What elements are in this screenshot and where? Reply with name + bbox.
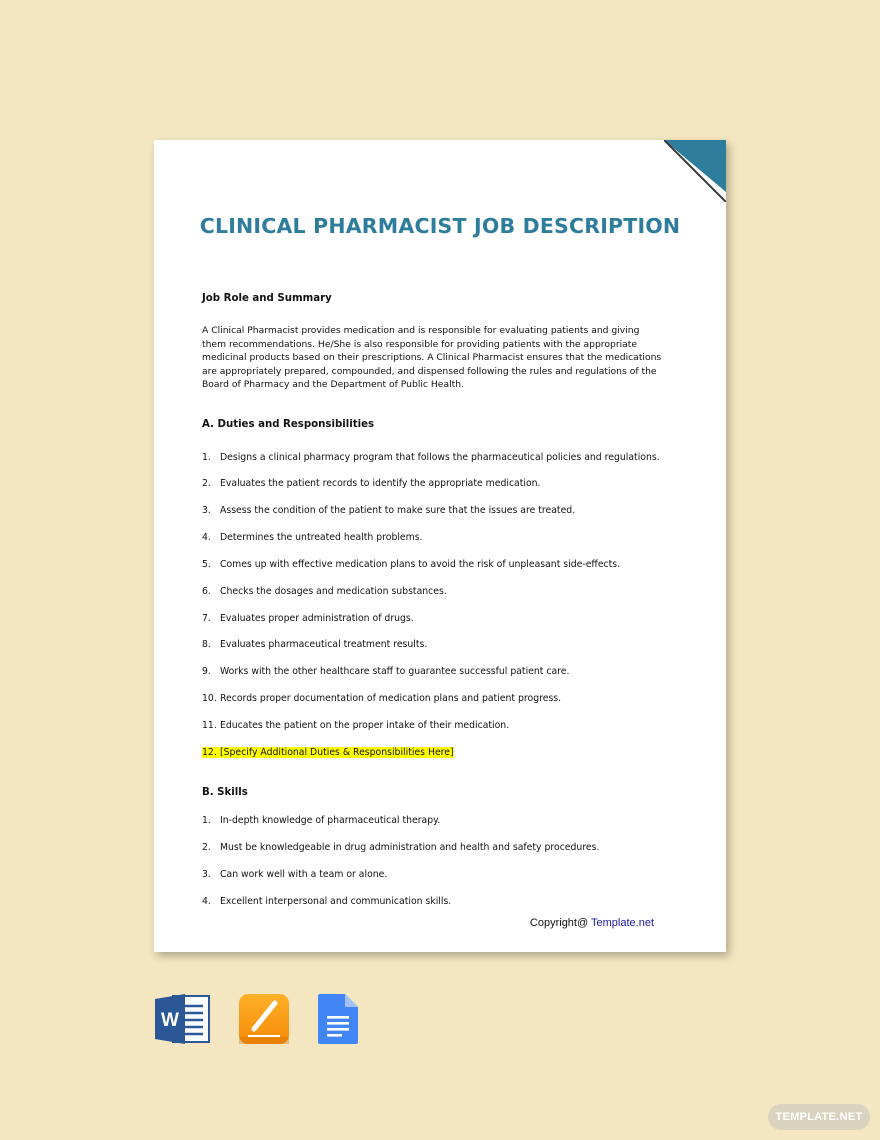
duty-text: Assess the condition of the patient to make sure that the issues are treated. [220,505,576,516]
skills-heading: B. Skills [202,787,248,798]
duties-heading: A. Duties and Responsibilities [202,419,375,430]
duty-text: Determines the untreated health problems. [220,532,423,543]
skill-number: 2. [202,842,211,853]
pages-icon[interactable] [238,993,290,1045]
duty-number: 8. [202,639,211,650]
duty-text: Checks the dosages and medication substances. [220,586,447,597]
skill-item [202,869,387,880]
skill-text: In-depth knowledge of pharmaceutical therapy. [220,815,441,826]
skill-item [202,815,440,826]
skill-item [202,896,451,907]
corner-fold-decoration [664,140,726,202]
duty-item [202,693,561,704]
duty-text: Comes up with effective medication plans to avoid the risk of unpleasant side-effects. [220,559,621,570]
copyright-line [530,917,654,929]
skill-number: 4. [202,896,211,907]
duty-text: Evaluates the patient records to identify the appropriate medication. [220,478,541,489]
duty-item [202,559,620,570]
duty-item [202,478,541,489]
duty-number: 10. [202,693,217,704]
template-net-badge[interactable]: TEMPLATE.NET [768,1104,870,1130]
skill-text: Must be knowledgeable in drug administration and health and safety procedures. [220,842,600,853]
duty-number: 4. [202,532,211,543]
duty-number: 11. [202,720,217,731]
role-heading: Job Role and Summary [202,293,332,304]
skill-number: 3. [202,869,211,880]
copyright-prefix: Copyright@ [529,917,592,929]
document-page [154,140,726,952]
skill-text: Excellent interpersonal and communication skills. [220,896,452,907]
duty-text: Evaluates proper administration of drugs. [220,613,414,624]
duty-number: 5. [202,559,211,570]
duty-item [202,639,427,650]
google-docs-icon[interactable] [317,993,359,1045]
duty-text: Designs a clinical pharmacy program that follows the pharmaceutical policies and regulations. [220,452,660,463]
skill-text: Can work well with a team or alone. [220,869,388,880]
duty-text: Records proper documentation of medication plans and patient progress. [220,693,562,704]
duty-item-placeholder [202,747,454,758]
duty-text: Evaluates pharmaceutical treatment results. [220,639,428,650]
word-letter: W [161,1010,179,1031]
document-title: CLINICAL PHARMACIST JOB DESCRIPTION [199,214,681,238]
duty-item [202,452,660,463]
role-summary: A Clinical Pharmacist provides medication and is responsible for evaluating patients and giving them recommendations. He/She is also responsible for providing patients with the appropriate medicinal products based on their prescriptions. A Clinical Pharmacist ensures that the medications are appropriately prepared, compounded, and dispensed following the rules and regulations of the Board of Pharmacy and the Department of Public Health. [202,325,662,390]
duty-text: [Specify Additional Duties & Responsibilities Here] [220,747,454,758]
skill-item [202,842,599,853]
duty-item [202,586,447,597]
duty-number: 2. [202,478,211,489]
copyright-link[interactable]: Template.net [591,917,654,929]
duty-number: 1. [202,452,211,463]
duty-item [202,532,423,543]
duty-item [202,505,575,516]
duty-text: Works with the other healthcare staff to guarantee successful patient care. [220,666,570,677]
skill-number: 1. [202,815,211,826]
duty-number: 7. [202,613,211,624]
duty-item [202,720,509,731]
duty-number: 12. [202,747,217,758]
duty-item [202,666,569,677]
duty-item [202,613,414,624]
duty-number: 9. [202,666,211,677]
duty-number: 6. [202,586,211,597]
duty-text: Educates the patient on the proper intake of their medication. [220,720,510,731]
word-icon[interactable] [155,993,211,1045]
duty-number: 3. [202,505,211,516]
